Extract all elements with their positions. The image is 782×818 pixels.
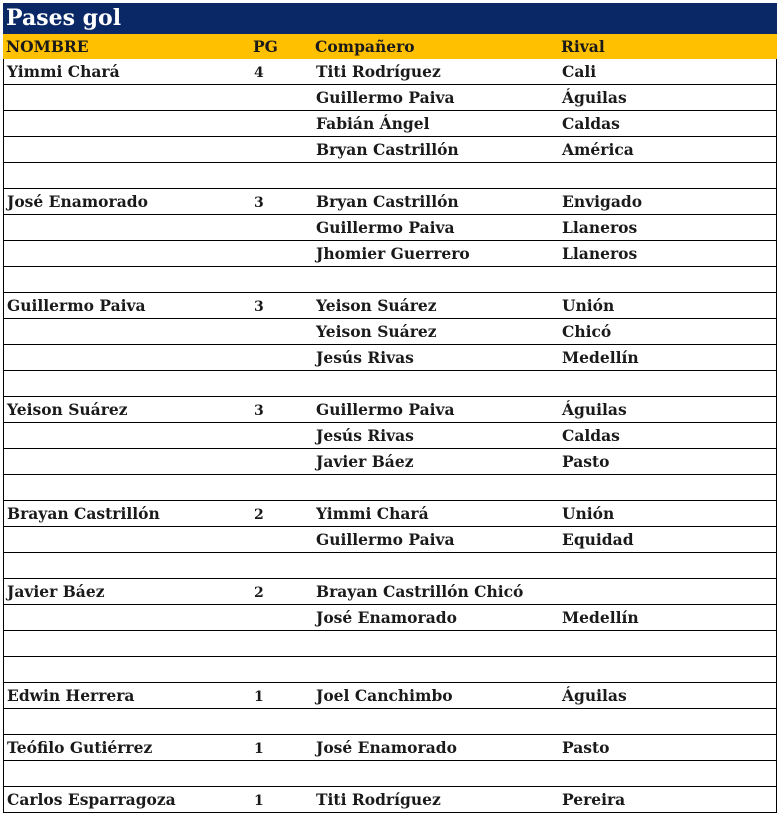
cell-partner: Titi Rodríguez — [316, 62, 441, 81]
cell-pg — [251, 215, 313, 240]
cell-name — [4, 111, 251, 136]
table-row — [4, 579, 776, 605]
cell-rival — [559, 657, 776, 682]
table-row — [4, 319, 776, 345]
cell-partner — [313, 163, 559, 188]
header-row — [3, 34, 777, 59]
cell-partner: Yimmi Chará — [316, 504, 429, 523]
cell-partner: Jhomier Guerrero — [316, 244, 470, 263]
header-partner: Compañero — [315, 37, 415, 56]
cell-partner: Brayan Castrillón Chicó — [316, 582, 524, 601]
cell-partner: Bryan Castrillón — [316, 140, 459, 159]
cell-rival: Águilas — [562, 88, 627, 107]
cell-partner — [313, 475, 559, 500]
cell-pg — [251, 85, 313, 110]
cell-name — [4, 241, 251, 266]
table-row — [4, 137, 776, 163]
table-title: Pases gol — [3, 3, 777, 34]
cell-pg — [251, 631, 313, 656]
cell-pg — [251, 241, 313, 266]
table-row — [4, 111, 776, 137]
cell-pg — [251, 553, 313, 578]
cell-rival: Águilas — [562, 686, 627, 705]
cell-pg — [251, 657, 313, 682]
cell-name — [4, 137, 251, 162]
cell-name — [4, 85, 251, 110]
cell-name — [4, 163, 251, 188]
cell-name: Yeison Suárez — [7, 400, 128, 419]
cell-rival — [559, 267, 776, 292]
cell-name: Edwin Herrera — [7, 686, 135, 705]
cell-partner — [313, 709, 559, 734]
table-row — [4, 397, 776, 423]
cell-name — [4, 527, 251, 552]
cell-pg: 4 — [254, 65, 264, 81]
header-rival: Rival — [561, 37, 605, 56]
cell-rival: Chicó — [562, 322, 612, 341]
cell-name: Javier Báez — [7, 582, 105, 601]
cell-rival — [559, 553, 776, 578]
table-row — [4, 345, 776, 371]
cell-partner: Bryan Castrillón — [316, 192, 459, 211]
cell-rival: América — [562, 140, 634, 159]
cell-pg — [251, 423, 313, 448]
table-row — [4, 709, 776, 735]
cell-name — [4, 371, 251, 396]
table-row — [4, 189, 776, 215]
cell-rival: Caldas — [562, 114, 620, 133]
cell-pg: 2 — [254, 585, 264, 601]
table-row — [4, 371, 776, 397]
cell-rival: Equidad — [562, 530, 634, 549]
table-row — [4, 527, 776, 553]
cell-pg: 1 — [254, 793, 264, 809]
cell-pg — [251, 371, 313, 396]
cell-rival: Pasto — [562, 738, 610, 757]
table-row — [4, 475, 776, 501]
cell-rival: Medellín — [562, 608, 639, 627]
table-row — [4, 85, 776, 111]
cell-rival — [559, 579, 776, 604]
cell-partner: José Enamorado — [316, 738, 457, 757]
cell-pg — [251, 319, 313, 344]
cell-pg — [251, 527, 313, 552]
cell-partner: Javier Báez — [316, 452, 414, 471]
cell-pg: 1 — [254, 741, 264, 757]
table-row — [4, 59, 776, 85]
cell-pg — [251, 449, 313, 474]
cell-rival: Unión — [562, 296, 615, 315]
cell-pg — [251, 163, 313, 188]
cell-rival: Llaneros — [562, 218, 638, 237]
cell-rival — [559, 163, 776, 188]
cell-name — [4, 215, 251, 240]
cell-name — [4, 345, 251, 370]
cell-name — [4, 449, 251, 474]
cell-partner — [313, 267, 559, 292]
cell-pg: 2 — [254, 507, 264, 523]
cell-rival — [559, 631, 776, 656]
cell-rival: Unión — [562, 504, 615, 523]
table-row — [4, 657, 776, 683]
table-row — [4, 631, 776, 657]
header-pg: PG — [253, 37, 278, 56]
cell-partner: Yeison Suárez — [316, 322, 437, 341]
cell-name: José Enamorado — [7, 192, 148, 211]
cell-partner: Guillermo Paiva — [316, 400, 455, 419]
table-row — [4, 683, 776, 709]
table-row — [4, 163, 776, 189]
cell-name — [4, 319, 251, 344]
cell-partner: Titi Rodríguez — [316, 790, 441, 809]
table-row — [4, 605, 776, 631]
cell-pg — [251, 709, 313, 734]
assists-table — [3, 3, 777, 813]
cell-name: Carlos Esparragoza — [7, 790, 176, 809]
cell-pg — [251, 345, 313, 370]
cell-name — [4, 761, 251, 786]
table-row — [4, 449, 776, 475]
cell-partner: Guillermo Paiva — [316, 218, 455, 237]
cell-partner: Joel Canchimbo — [316, 686, 453, 705]
cell-rival: Caldas — [562, 426, 620, 445]
cell-rival: Pasto — [562, 452, 610, 471]
cell-rival: Águilas — [562, 400, 627, 419]
cell-name — [4, 423, 251, 448]
cell-pg — [251, 475, 313, 500]
cell-pg — [251, 111, 313, 136]
table-row — [4, 735, 776, 761]
cell-name: Teófilo Gutiérrez — [7, 738, 153, 757]
cell-name — [4, 475, 251, 500]
table-row — [4, 761, 776, 787]
cell-partner: Guillermo Paiva — [316, 88, 455, 107]
cell-rival — [559, 371, 776, 396]
cell-pg: 3 — [254, 299, 264, 315]
table-row — [4, 293, 776, 319]
table-body — [3, 59, 777, 813]
cell-partner — [313, 371, 559, 396]
cell-rival: Medellín — [562, 348, 639, 367]
cell-name — [4, 605, 251, 630]
cell-pg — [251, 267, 313, 292]
table-row — [4, 241, 776, 267]
cell-rival: Cali — [562, 62, 597, 81]
cell-partner: Jesús Rivas — [316, 348, 414, 367]
cell-rival — [559, 761, 776, 786]
cell-partner: Yeison Suárez — [316, 296, 437, 315]
cell-pg — [251, 137, 313, 162]
cell-partner: Jesús Rivas — [316, 426, 414, 445]
cell-pg: 3 — [254, 195, 264, 211]
cell-pg: 1 — [254, 689, 264, 705]
cell-rival: Pereira — [562, 790, 626, 809]
cell-name — [4, 657, 251, 682]
cell-pg — [251, 761, 313, 786]
cell-rival: Envigado — [562, 192, 643, 211]
cell-pg — [251, 605, 313, 630]
cell-partner — [313, 631, 559, 656]
table-row — [4, 553, 776, 579]
cell-name: Guillermo Paiva — [7, 296, 146, 315]
cell-name — [4, 553, 251, 578]
table-row — [4, 501, 776, 527]
table-row — [4, 787, 776, 813]
header-name: NOMBRE — [6, 37, 89, 56]
cell-partner: Fabián Ángel — [316, 114, 430, 133]
cell-partner — [313, 761, 559, 786]
cell-partner: José Enamorado — [316, 608, 457, 627]
table-row — [4, 267, 776, 293]
cell-rival — [559, 475, 776, 500]
cell-name — [4, 267, 251, 292]
cell-name — [4, 709, 251, 734]
cell-rival: Llaneros — [562, 244, 638, 263]
cell-pg: 3 — [254, 403, 264, 419]
cell-name: Yimmi Chará — [7, 62, 120, 81]
cell-partner: Guillermo Paiva — [316, 530, 455, 549]
cell-name: Brayan Castrillón — [7, 504, 160, 523]
cell-rival — [559, 709, 776, 734]
table-row — [4, 423, 776, 449]
cell-name — [4, 631, 251, 656]
cell-partner — [313, 657, 559, 682]
cell-partner — [313, 553, 559, 578]
table-row — [4, 215, 776, 241]
